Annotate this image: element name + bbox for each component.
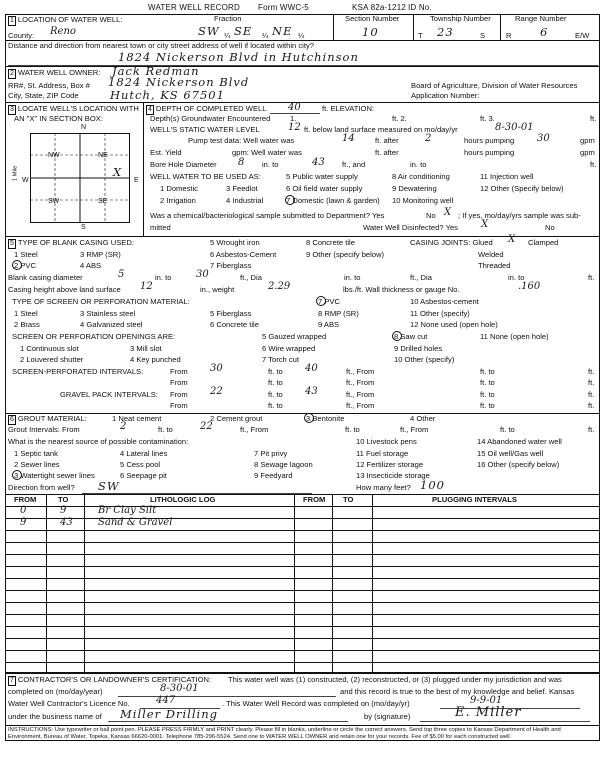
city-value: Hutch, KS 67501 [110,88,225,102]
use-12[interactable]: 12 Other (Specify below) [480,184,564,193]
county-value: Reno [50,26,76,37]
license-value: 447 [156,695,176,706]
water-well-record-form: WATER WELL RECORD Form WWC-5 KSA 82a-1212 ID No. 1 LOCATION OF WATER WELL: Fraction Section Number Township Number Range Number County: Reno SW ¼ SE ¼ NE ¼ 10 T 23 S R 6 E/W Distance and direction from nearest town or city street address of well if located within city? 1824 Nickerson Blvd in Hutchinson 2 WATER WELL OWNER: Jack Redman RR#, St. Address, Box # 1824 Nickerson Blvd City, State, ZIP Code Hutch, KS 67501 Board of Agriculture, Division of Water Resources Application Number: 3 LOCATE WELL'S LOCATION WITH AN "X" IN SECTION BOX: N S W E 1 Mile NW NE SW SE X 4 DEPTH OF COMPLETED WELL 40 ft. ELEVATION: Depth(s) Groundwater Encountered 1. ft. 2. ft. 3. ft. WELL'S STATIC WATER LEVEL 12 ft. below land surface measured on mo/day/yr 8-30-01 Pump test data: Well water was 14 ft. after 2 hours pumping 30 gpm Est. Yield gpm: Well water was ft. after hours pumping gpm Bore Hole Diameter 8 in. to 43 ft., and in. to ft. WELL WATER TO BE USED AS: 5 Public water supply 8 Air conditioning 11 Injection well 1 Domestic 3 Feedlot 6 Oil field water supply 9 Dewatering 12 Other (Specify below) 2 Irrigation 4 Industrial 7 Domestic (lawn & garden) 10 Monitoring well Was a chemical/bacteriological sample submitted to Department? Yes No X ; If yes, mo/day/yrs sample was sub- mitted Water Well Disinfected? Yes X No 5 TYPE OF BLANK CASING USED: 1 Steel 3 RMP (SR) 2 PVC 4 ABS 5 Wrought iron 6 Asbestos-Cement 7 Fiberglass 8 Concrete tile 9 Other (specify below) CASING JOINTS: Glued X Clamped Welded Threaded Blank casing diameter 5 in. to 30 ft., Dia in. to ft., Dia in. to ft. Casing height above land surface 12 in., weight 2.29 lbs./ft. Wall thickness or gauge No. .160 TYPE OF SCREEN OR PERFORATION MATERIAL: 1 Steel 3 Stainless steel 5 Fiberglass 7 PVC 10 Asbestos-cement 2 Brass 4 Galvanized steel 6 Concrete tile 8 RMP (SR) 11 Other (specify) 9 ABS 12 None used (open hole) SCREEN OR PERFORATION OPENINGS ARE: 5 Gauzed wrapped 8 Saw cut 11 None (open hole) 1 Continuous slot 3 Mill slot 6 Wire wrapped 9 Drilled holes 2 Louvered shutter 4 Key punched 7 Torch cut 10 Other (specify) SCREEN-PERFORATED INTERVALS: From 30 ft. to 40 ft., From ft. to ft. From ft. to ft., From ft. to ft. GRAVEL PACK INTERVALS: From 22 ft. to 43 ft., From ft. to ft. From ft. to ft., From ft. to ft. 6 GROUT MATERIAL: 1 Neat cement 2 Cement grout 3 Bentonite 4 Other Grout Intervals: From 2 ft. to 22 ft., From ft. to ft., From ft. to ft. What is the nearest source of possible contamination: 10 Livestock pens 14 Abandoned water well 1 Septic tank 4 Lateral lines 7 Pit privy 11 Fuel storage 15 Oil well/Gas well 2 Sewer lines 5 Cess pool 8 Sewage lagoon 12 Fertilizer storage 16 Other (specify below) 3 Watertight sewer lines 6 Seepage pit 9 Feedyard 13 Insecticide storage Direction from well? SW How many feet? 100 FROM TO LITHOLOGIC LOG FROM TO PLUGGING INTERVALS 0 9 Br Clay Silt 9 43 Sand & Gravel 7 CONTRACTOR'S OR LANDOWNER'S CERTIFICATION: This water well was (1) constructed, (2) reconstructed, or (3) plugged under my jurisdiction and was completed on (mo/day/year) 8-30-01 and this record is true to the best of my knowledge and belief. Kansas Water Well Contractor's Licence No. 447 . This Water Well Record was completed on (mo/day/yr) 9-9-01 under the business name of Miller Drilling by (signature) E. Miller INSTRUCTIONS: Use typewriter or ball point pen. PLEASE PRESS FIRMLY and PRINT clearly. Please fill in blanks, underline or circle the correct answers. Send top three copies to Kansas Department of Health and Environment, Bureau of Water, Topeka, Kansas 66620-0001. Telephone 785-296-5524. Send one to WATER WELL OWNER and retain one for your records. Fee of $5.00 for each constructed well. [0,0,606,761]
casing-height-value: 12 [140,281,153,292]
perforated-intervals-label: SCREEN-PERFORATED INTERVALS: [12,367,144,376]
certification-text: This water well was (1) constructed, (2) reconstructed, or (3) plugged under my jurisdiction and was [228,675,562,684]
use-11[interactable]: 11 Injection well [480,172,534,181]
use-1[interactable]: 1 Domestic [160,184,198,193]
bore-hole-label: Bore Hole Diameter [150,160,217,169]
use-8[interactable]: 8 Air conditioning [392,172,450,181]
owner-value: Jack Redman [112,64,200,78]
blank-casing-to-value: 30 [196,269,209,280]
log-header-lithologic: LITHOLOGIC LOG [150,495,216,504]
wall-thickness-value: .160 [518,281,541,292]
log-row-0-to: 9 [60,505,67,516]
section-7-label: 7 CONTRACTOR'S OR LANDOWNER'S CERTIFICATION: [8,676,211,686]
how-many-feet-value: 100 [420,478,445,492]
casing-joints-label: CASING JOINTS: Glued [410,238,493,247]
grout-to-value: 22 [200,421,213,432]
range-value: 6 [540,25,549,39]
ksa-reference: KSA 82a-1212 [352,3,406,12]
section-2-label: 2 WATER WELL OWNER: [8,69,100,79]
log-row-1-from: 9 [20,517,27,528]
signature-label: by (signature) [364,712,411,721]
log-row-0-from: 0 [20,505,27,516]
log-row-1-desc: Sand & Gravel [98,517,173,528]
plug-header-from: FROM [303,495,326,504]
business-label: under the business name of [8,712,102,721]
use-3[interactable]: 3 Feedlot [226,184,258,193]
static-level-label: WELL'S STATIC WATER LEVEL [150,125,260,134]
log-header-to: TO [58,495,69,504]
id-number-label: ID No. [408,3,432,12]
pump-test-label: Pump test data: Well water was [188,136,295,145]
use-7-circle [285,195,295,205]
instructions-line-2: Environment, Bureau of Water, Topeka, Kansas 66620-0001. Telephone 785-296-5524. Send one to WATER WELL OWNER and retain one for your records. Fee of $5.00 for each constructed well. [8,734,512,740]
perforated-to-value: 40 [305,363,318,374]
log-header-from: FROM [14,495,37,504]
section-box-label: AN "X" IN SECTION BOX: [14,114,103,123]
gravel-pack-label: GRAVEL PACK INTERVALS: [60,390,158,399]
section-number-label: Section Number [345,14,400,23]
pump-gpm-value: 30 [537,133,550,144]
distance-label: Distance and direction from nearest town or city street address of well if located within city? [8,41,314,50]
city-label: City, State, ZIP Code [8,91,79,100]
signature: E. Miller [455,705,522,720]
form-title: WATER WELL RECORD [148,3,240,12]
bore-diameter-value: 8 [238,157,245,168]
gravel-to-value: 43 [305,386,318,397]
form-number: Form WWC-5 [258,3,309,12]
section-number-value: 10 [362,25,379,39]
depth-value: 40 [288,102,301,113]
plug-header-to: TO [343,495,354,504]
grout-from-value: 2 [120,421,127,432]
direction-value: SW [98,479,120,493]
record-completed-value: 9-9-01 [470,695,503,706]
log-row-1-to: 43 [60,517,73,528]
grout-intervals-label: Grout Intervals: From [8,425,80,434]
use-4[interactable]: 4 Industrial [226,196,264,205]
direction-label: Direction from well? [8,483,75,492]
completed-label: completed on (mo/day/year) [8,687,103,696]
bore-depth-value: 43 [312,157,325,168]
fraction-q1: SW [198,24,220,38]
address-label: RR#, St. Address, Box # [8,81,90,90]
use-5[interactable]: 5 Public water supply [286,172,358,181]
log-row-0-desc: Br Clay Silt [98,505,157,516]
address-value: 1824 Nickerson Blvd [108,75,250,89]
range-number-label: Range Number [515,14,567,23]
instructions-line-1: INSTRUCTIONS: Use typewriter or ball point pen. PLEASE PRESS FIRMLY and PRINT clearly. Please fill in blanks, underline or circle the correct answers. Send top three copies to Kansas Department of Health and [8,727,561,733]
section-5-label: 5 TYPE OF BLANK CASING USED: [8,239,134,249]
business-value: Miller Drilling [120,707,218,721]
section-1-label: 1 LOCATION OF WATER WELL: [8,16,122,26]
use-7[interactable]: 7 Domestic (lawn & garden) [286,196,380,205]
perforated-from-value: 30 [210,363,223,374]
use-9[interactable]: 9 Dewatering [392,184,437,193]
fraction-q3: NE [272,24,293,38]
yield-label: Est. Yield [150,148,182,157]
township-number-label: Township Number [430,14,491,23]
gravel-from-value: 22 [210,386,223,397]
how-many-feet-label: How many feet? [356,483,411,492]
fraction-q2: SE [234,24,253,38]
casing-weight-value: 2.29 [268,281,291,292]
blank-casing-diameter-label: Blank casing diameter [8,273,83,282]
township-value: 23 [437,25,454,39]
disinfected-label: Water Well Disinfected? Yes [363,223,458,232]
county-label: County: [8,31,35,40]
distance-value: 1824 Nickerson Blvd in Hutchinson [118,50,359,64]
completed-value: 8-30-01 [160,683,199,694]
fraction-label: Fraction [214,14,242,23]
chem-sample-label: Was a chemical/bacteriological sample submitted to Department? Yes [150,211,385,220]
use-6[interactable]: 6 Oil field water supply [286,184,363,193]
license-label: Water Well Contractor's Licence No. [8,699,130,708]
use-2[interactable]: 2 Irrigation [160,196,196,205]
water-use-label: WELL WATER TO BE USED AS: [150,172,261,181]
openings-label: SCREEN OR PERFORATION OPENINGS ARE: [12,332,176,341]
well-location-mark: X [113,165,123,179]
section-3-label: 3 LOCATE WELL'S LOCATION WITH [8,105,139,115]
section-4-label: 4 DEPTH OF COMPLETED WELL [146,105,266,115]
blank-casing-diameter-value: 5 [118,269,125,280]
use-10[interactable]: 10 Monitoring well [392,196,454,205]
screen-type-label: TYPE OF SCREEN OR PERFORATION MATERIAL: [12,297,190,306]
board-label: Board of Agriculture, Division of Water Resources [411,81,578,90]
groundwater-label: Depth(s) Groundwater Encountered [150,114,271,123]
pump-test-value: 14 [342,133,355,144]
plug-header-intervals: PLUGGING INTERVALS [432,495,517,504]
application-label: Application Number: [411,91,480,100]
pump-hours-value: 2 [425,133,432,144]
static-level-date: 8-30-01 [495,122,534,133]
casing-height-label: Casing height above land surface [8,285,121,294]
static-level-value: 12 [288,122,301,133]
section-6-label: 6 GROUT MATERIAL: [8,415,87,425]
contamination-label: What is the nearest source of possible contamination: [8,437,189,446]
